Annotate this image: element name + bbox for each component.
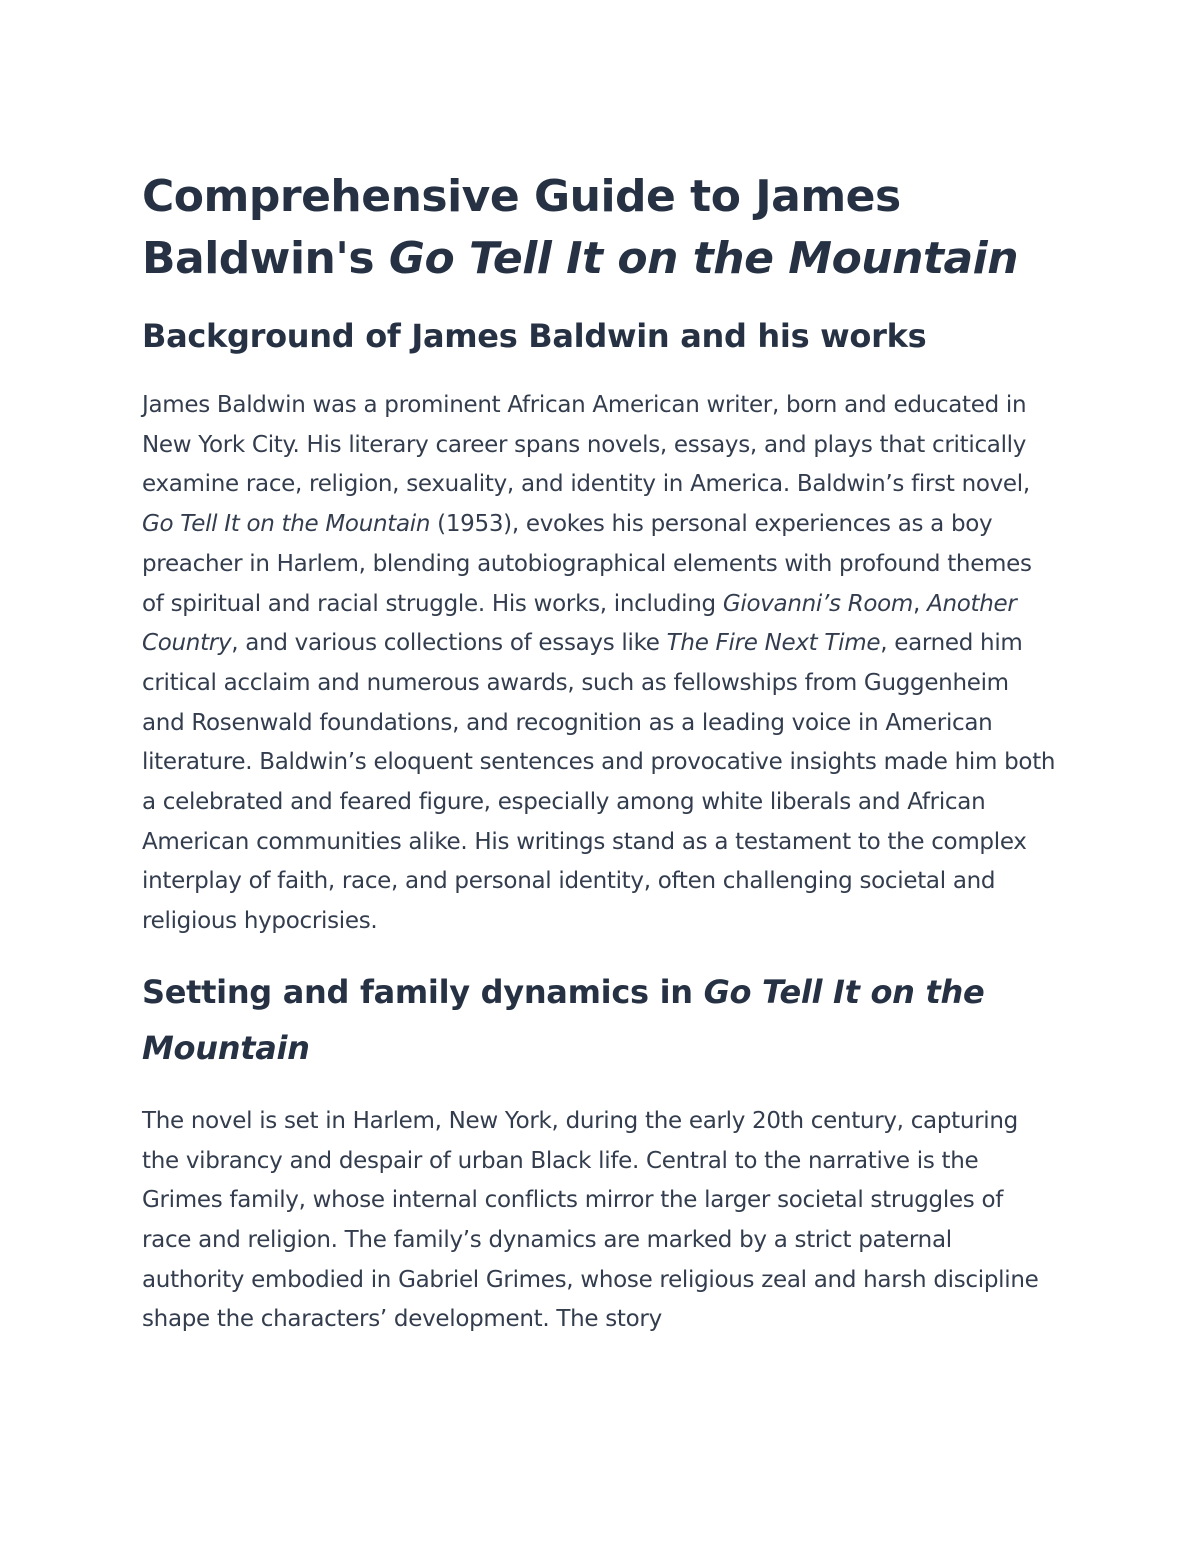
text-run: , earned him critical acclaim and numerous awards, such as fellowships from Guggenheim and Rosenwald foundations, and recognition as a leading voice in American literature. Baldwin’s eloquent sentences and provocative insights made him both a celebrated and feared figure, especially among white liberals and African American communities alike. His writings stand as a testament to the complex interplay of faith, race, and personal identity, often challenging societal and religious hypocrisies. (142, 630, 1056, 935)
section-heading-background: Background of James Baldwin and his works (142, 317, 927, 355)
italic-title: The Fire Next Time (666, 630, 881, 657)
section-heading-text: Setting and family dynamics in (142, 972, 704, 1011)
paragraph-background (142, 386, 1058, 942)
section-heading-italic: Go Tell It on the Mountain (142, 972, 985, 1067)
page-title-italic: Go Tell It on the Mountain (388, 233, 1019, 284)
page-title (142, 166, 1058, 290)
text-run: , (913, 590, 928, 617)
italic-title: Go Tell It on the Mountain (142, 511, 431, 538)
document-page (142, 166, 1058, 1340)
text-run: James Baldwin was a prominent African American writer, born and educated in New York City. His literary career spans novels, essays, and plays that critically examine race, religion, sexuality, and identity in America. Baldwin’s first novel, (142, 392, 1030, 498)
page-title-text: Comprehensive Guide to James Baldwin's (142, 171, 901, 284)
section-heading-setting (142, 964, 1058, 1076)
text-run: , and various collections of essays like (231, 630, 667, 657)
italic-title: Another Country (142, 590, 1017, 657)
paragraph-setting: The novel is set in Harlem, New York, during the early 20th century, capturing the vibrancy and despair of urban Black life. Central to the narrative is the Grimes family, whose internal conflicts mirror the larger societal struggles of race and religion. The family’s dynamics are marked by a strict paternal authority embodied in Gabriel Grimes, whose religious zeal and harsh discipline shape the characters’ development. The story (142, 1107, 1039, 1333)
italic-title: Giovanni’s Room (722, 590, 914, 617)
text-run: (1953), evokes his personal experiences as a boy preacher in Harlem, blending autobiographical elements with profound themes of spiritual and racial struggle. His works, including (142, 511, 1032, 617)
